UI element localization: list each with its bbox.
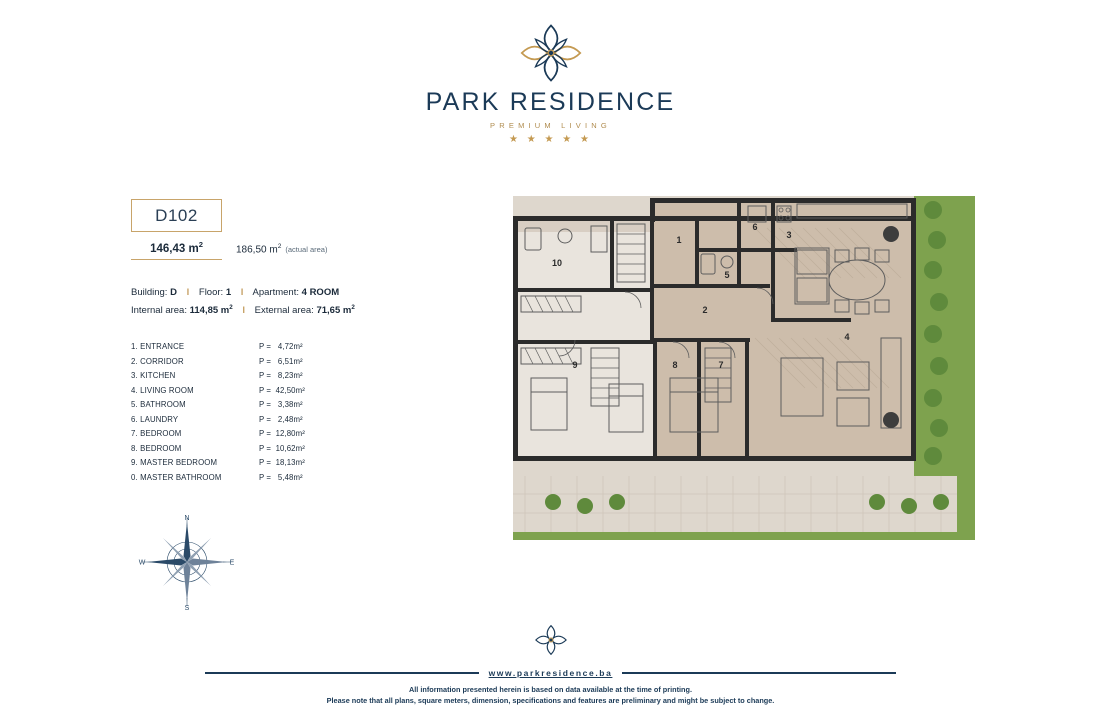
room-name: 8. BEDROOM	[131, 443, 182, 453]
internal-area-value: 114,85 m	[189, 305, 230, 317]
room-name: 7. BEDROOM	[131, 429, 182, 439]
compass-rose-icon	[137, 512, 237, 612]
floor-label: Floor:	[198, 286, 224, 298]
plan-room-label-8: 8	[672, 360, 678, 370]
room-area: P = 8,23m²	[259, 371, 303, 381]
quatrefoil-ornament-icon	[508, 22, 594, 84]
brand-tagline: PREMIUM LIVING	[490, 121, 611, 130]
external-area-sup: 2	[351, 303, 355, 311]
apartment-value: 4 ROOM	[301, 286, 340, 298]
meta-separator: I	[186, 286, 190, 298]
list-item	[131, 340, 461, 355]
compass-north-label: N	[184, 515, 190, 522]
room-schedule-list	[131, 340, 461, 485]
plan-room-label-7: 7	[718, 360, 724, 370]
meta-row-areas	[131, 302, 461, 320]
plan-room-label-1: 1	[676, 235, 682, 245]
unit-code-box	[131, 199, 222, 232]
room-name: 6. LAUNDRY	[131, 414, 179, 424]
unit-info-panel	[131, 199, 461, 485]
star-rating: ★ ★ ★ ★ ★	[509, 134, 592, 145]
actual-area	[236, 243, 327, 255]
compass-south-label: S	[184, 605, 190, 612]
compass-east-label: E	[229, 559, 235, 567]
room-area: P = 2,48m²	[259, 414, 303, 424]
room-name: 5. BATHROOM	[131, 400, 186, 410]
list-item	[131, 355, 461, 370]
room-name: 1. ENTRANCE	[131, 342, 185, 352]
plan-room-label-2: 2	[702, 305, 708, 315]
plan-room-label-3: 3	[786, 230, 792, 240]
room-area: P = 3,38m²	[259, 400, 303, 410]
plan-room-label-5: 5	[724, 270, 730, 280]
external-area-label: External area:	[254, 305, 314, 317]
list-item	[131, 471, 461, 486]
total-area	[131, 240, 222, 260]
list-item	[131, 442, 461, 457]
unit-code: D102	[155, 205, 198, 225]
list-item	[131, 398, 461, 413]
apartment-label: Apartment:	[252, 286, 299, 298]
rule-left	[205, 672, 479, 674]
brand-title: PARK RESIDENCE	[425, 88, 676, 116]
building-label: Building:	[131, 286, 168, 298]
total-area-value: 146,43 m	[150, 242, 199, 255]
unit-meta	[131, 284, 461, 320]
page-footer	[0, 623, 1101, 707]
room-area: P = 18,13m²	[259, 458, 305, 468]
room-area: P = 5,48m²	[259, 472, 303, 482]
actual-area-sup: 2	[277, 242, 282, 250]
area-summary	[131, 240, 461, 260]
meta-separator-2: I	[240, 286, 244, 298]
meta-row-building	[131, 284, 461, 302]
building-value: D	[170, 286, 177, 298]
room-name: 2. CORRIDOR	[131, 356, 184, 366]
list-item	[131, 456, 461, 471]
list-item	[131, 369, 461, 384]
compass-west-label: W	[138, 559, 146, 567]
list-item	[131, 427, 461, 442]
disclaimer	[0, 685, 1101, 707]
plan-room-label-10: 10	[551, 258, 563, 268]
floor-value: 1	[225, 286, 232, 298]
internal-area-label: Internal area:	[131, 305, 187, 317]
plan-room-label-6: 6	[752, 222, 758, 232]
disclaimer-line-1: All information presented herein is based on data available at the time of printing.	[408, 685, 692, 695]
room-area: P = 42,50m²	[259, 385, 305, 395]
external-area-value: 71,65 m	[316, 305, 352, 317]
page-header	[0, 22, 1101, 145]
total-area-sup: 2	[198, 240, 203, 249]
room-name: 9. MASTER BEDROOM	[131, 458, 218, 468]
footer-ornament-icon	[530, 623, 572, 657]
interior-floor	[513, 200, 914, 458]
actual-area-note: (actual area)	[285, 244, 328, 254]
footer-url-rule	[0, 668, 1101, 678]
room-area: P = 4,72m²	[259, 342, 303, 352]
room-area: P = 12,80m²	[259, 429, 305, 439]
room-name: 3. KITCHEN	[131, 371, 176, 381]
disclaimer-line-2: Please note that all plans, square meters, dimension, specifications and features are preliminary and might be subject to change.	[326, 696, 775, 706]
floor-plan	[505, 188, 975, 560]
room-name: 4. LIVING ROOM	[131, 385, 194, 395]
meta-separator-3: I	[242, 305, 246, 317]
plan-room-label-4: 4	[844, 332, 850, 342]
actual-area-value: 186,50 m	[236, 243, 278, 255]
rule-right	[622, 672, 896, 674]
website-link[interactable]: www.parkresidence.ba	[488, 668, 613, 679]
list-item	[131, 384, 461, 399]
plan-room-label-9: 9	[572, 360, 578, 370]
room-area: P = 10,62m²	[259, 443, 305, 453]
room-area: P = 6,51m²	[259, 356, 303, 366]
room-name: 0. MASTER BATHROOM	[131, 472, 222, 482]
internal-area-sup: 2	[229, 303, 233, 311]
list-item	[131, 413, 461, 428]
